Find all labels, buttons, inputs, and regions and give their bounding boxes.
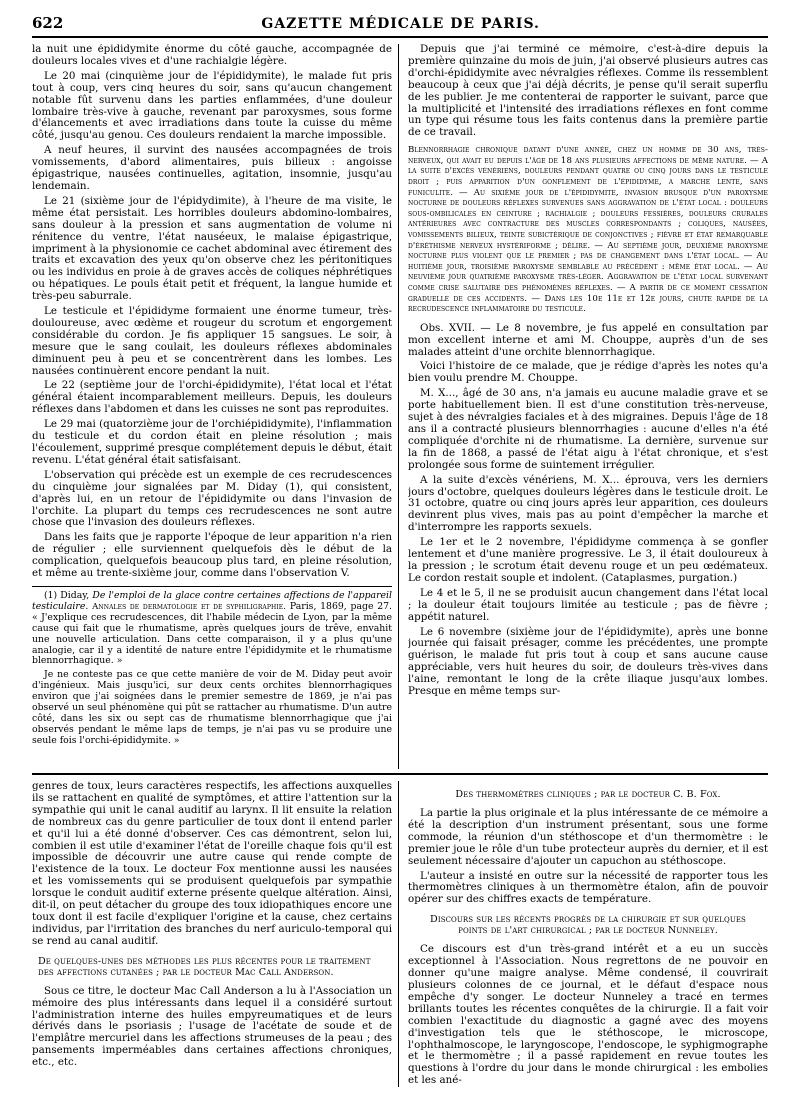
paragraph: M. X..., âgé de 30 ans, n'a jamais eu aucune maladie grave et se porte habituellement bien. Il est d'une constitution très-nerveuse, sujet à des névralgies faciales et à des migraines. Depuis l'âge de 18 ans il a contracté plusieurs blennorrhagies : aucune d'elles n'a été compliquée d'orchite ni de rhumatisme. La dernière, survenue sur la fin de 1868, a passé de l'état aigu à l'état chronique, et s'est prolongée sous forme de suintement irrégulier. bbox=[408, 387, 768, 471]
paragraph: Le 1er et le 2 novembre, l'épididyme commença à se gonfler lentement et d'une manière progressive. Le 3, il était douloureux à la pression ; le scrotum était devenu rouge et un peu œdémateux. Le cordon restait souple et indolent. (Cataplasmes, purgation.) bbox=[408, 536, 768, 584]
paragraph: Le 4 et le 5, il ne se produisit aucun changement dans l'état local ; la douleur était toujours limitée au testicule ; pas de fièvre ; appétit naturel. bbox=[408, 586, 768, 623]
page-number: 622 bbox=[32, 14, 64, 32]
paragraph: Le testicule et l'épididyme formaient une énorme tumeur, très-douloureuse, avec œdème et rougeur du scrotum et engorgement considérable du cordon. Je fis appliquer 15 sangsues. Le soir, à mesure que le sang coulait, les douleurs réflexes abdominales diminuent peu à peu et se concentrèrent dans les lombes. Les nausées continuèrent encore pendant la nuit. bbox=[32, 305, 392, 377]
section-divider bbox=[32, 773, 768, 775]
paragraph: genres de toux, leurs caractères respectifs, les affections auxquelles ils se rattachent en qualité de symptômes, et attire l'attention sur la sympathie qui unit le canal auditif au larynx. Il lit ensuite la relation de nombreux cas du genre particulier de toux dont il entend parler et qu'il lui a été donné d'observer. Ces cas démontrent, selon lui, combien il est utile d'examiner l'état de l'oreille chaque fois qu'il est impossible de découvrir une autre cause qui rende compte de l'existence de la toux. Le docteur Fox mentionne aussi les nausées et les vomissements qui se produisent quelquefois par sympathie lorsque le conduit auditif externe présente quelque altération. Ainsi, dit-il, on peut détacher du groupe des toux idiopathiques encore une toux dont il est facile d'expliquer l'origine et la cause, chez certains individus, par l'irritation des branches du nerf auriculo-temporal qui se rend au canal auditif. bbox=[32, 781, 392, 947]
paragraph: L'auteur a insisté en outre sur la nécessité de rapporter tous les thermomètres cliniques à un thermomètre étalon, afin de pouvoir opérer sur des chiffres exacts de température. bbox=[408, 869, 768, 906]
case-summary: Blennorrhagie chronique datant d'une année, chez un homme de 30 ans, très-nerveux, qui avait eu depuis l'âge de 18 ans plusieurs affections de même nature. — A la suite d'excès vénériens, douleurs pendant quatre ou cinq jours dans le testicule droit ; puis apparition d'un gonflement de l'épididyme, a marche lente, sans funiculite. — Au sixième jour de l'épididymite, invasion brusque d'un paroxysme nocturne de douleurs réflexes survenues sans aggravation de l'état local : douleurs sous-ombilicales en ceinture ; rachialgie ; douleurs fessières, douleurs crurales antérieures avec contracture des muscles correspondants ; coliques, nausées, vomissements bilieux, teinte subictérique de conjonctives ; fièvre et état remarquable d'éréthisme nerveux hystériforme ; délire. — Au septième jour, deuxième paroxysme nocturne plus violent que le premier ; pas de changement dans l'état local. — Au huitième jour, troisième paroxysme semblable au précédent : même état local. — Au neuvième jour quatrième paroxysme très-léger. Aggravation de l'état local survenant comme crise salutaire des phénomènes réflexes. — A partir de ce moment cessation graduelle de ces accidents. — Dans les 10e 11e et 12e jours, chute rapide de la recrudescence inflammatoire du testicule. bbox=[408, 145, 768, 315]
paragraph: Sous ce titre, le docteur Mac Call Anderson a lu à l'Association un mémoire des plus intéressants dans lequel il a considéré surtout l'administration interne des huiles empyreumatiques et de leurs dérivés dans le psoriasis ; l'usage de l'acétate de soude et de l'emplâtre mercuriel dans les affections strumeuses de la peau ; des pansements imperméables dans certaines affections chroniques, etc., etc. bbox=[32, 984, 392, 1069]
paragraph: La partie la plus originale et la plus intéressante de ce mémoire a été la description d'un instrument présentant, sous une forme commode, la réunion d'un stéthoscope et d'un thermomètre : le premier joue le rôle d'un tube protecteur auprès du dernier, et il est seulement nécessaire d'ajouter un capuchon au stéthoscope. bbox=[408, 807, 768, 867]
left-column-bottom bbox=[32, 781, 399, 1087]
page-header bbox=[32, 14, 768, 38]
intro-paragraph: Depuis que j'ai terminé ce mémoire, c'est-à-dire depuis la première quinzaine du mois de juin, j'ai observé plusieurs autres cas d'orchi-épididymite avec névralgies réflexes. Comme ils ressemblent beaucoup à ceux que j'ai déjà décrits, je pense qu'il serait superflu de les publier. Je me contenterai de rapporter le suivant, parce que la multiplicité et l'intensité des irradiations réflexes en font comme un type qui résume tous les faits contenus dans la première partie de ce travail. bbox=[408, 44, 768, 139]
top-columns bbox=[32, 44, 768, 769]
footnote bbox=[32, 586, 392, 747]
footnote-source: Annales de dermatologie et de syphiligraphie. bbox=[92, 601, 287, 612]
paragraph: Voici l'histoire de ce malade, que je rédige d'après les notes qu'a bien voulu prendre M. Chouppe. bbox=[408, 360, 768, 385]
paragraph: la nuit une épididymite énorme du côté gauche, accompagnée de douleurs locales vives et d'une rachialgie légère. bbox=[32, 44, 392, 67]
bottom-columns bbox=[32, 781, 768, 1087]
journal-title: GAZETTE MÉDICALE DE PARIS. bbox=[261, 16, 540, 32]
paragraph: Le 22 (septième jour de l'orchi-épididymite), l'état local et l'état général étaient incomparablement meilleurs. Depuis, les douleurs réflexes dans l'abdomen et dans les cuisses ne sont pas reproduites. bbox=[32, 379, 392, 416]
left-column-top bbox=[32, 44, 399, 769]
footnote-title: De l'emploi de la glace contre certaines affections de l'appareil testiculaire. bbox=[32, 589, 392, 612]
right-column-top bbox=[408, 44, 768, 769]
footnote-paragraph: Je ne conteste pas ce que cette manière de voir de M. Diday peut avoir d'ingénieux. Mais jusqu'ici, sur deux cents orchites blennorrhagiques environ que j'ai soignées dans le premier semestre de 1869, je n'ai pas observé un seul phénomène qui pût se rattacher au rhumatisme. D'un autre côté, dans les six ou sept cas de rhumatisme blennorrhagique que j'ai observés pendant le même laps de temps, je n'ai pas vu se produire une seule fois l'orchi-épididymite. » bbox=[32, 669, 392, 746]
paragraph: Le 29 mai (quatorzième jour de l'orchiépididymite), l'inflammation du testicule et du cordon était en pleine résolution ; mais l'écoulement, supprimé presque complétement depuis le début, était revenu. L'état général était satisfaisant. bbox=[32, 418, 392, 466]
footnote-paragraph: (1) Diday, De l'emploi de la glace contre certaines affections de l'appareil testiculaire. Annales de dermatologie et de syphiligraphie. Paris, 1869, page 27. « J'explique ces recrudescences, dit l'habile médecin de Lyon, par la même cause qui fait que le rhumatisme, après quelques jours de trêve, envahit une nouvelle articulation. Dans cette comparaison, il y a plus qu'une analogie, car il y a identité de nature entre l'épididymite et le rhumatisme blennorrhagique. » bbox=[32, 589, 392, 667]
paragraph: Obs. XVII. — Le 8 novembre, je fus appelé en consultation par mon excellent interne et ami M. Chouppe, auprès d'un de ses malades atteint d'une orchite blennorrhagique. bbox=[408, 321, 768, 358]
paragraph: Le 6 novembre (sixième jour de l'épididymite), après une bonne journée qui faisait présager, comme les précédentes, une prompte guérison, le malade fut pris tout à coup et sans aucune cause appréciable, vers huit heures du soir, de douleurs très-vives dans l'aine, remontant le long de la crête iliaque jusqu'aux lombes. Presque en même temps sur- bbox=[408, 625, 768, 698]
paragraph: Le 21 (sixième jour de l'épidydimite), à l'heure de ma visite, le même état persistait. Les horribles douleurs abdomino-lombaires, sans douleur à la pression et sans augmentation de volume ni rénitence du ventre, l'état nauséeux, le malaise épigastrique, impriment à la physionomie ce cachet abdominal avec étirement des traits et excavation des yeux qu'on observe chez les péritonitiques ou les individus en proie à de graves accès de coliques néphrétiques ou hépatiques. Le pouls était petit et fréquent, la langue humide et très-peu saburrale. bbox=[32, 194, 392, 303]
paragraph: Ce discours est d'un très-grand intérêt et a eu un succès exceptionnel à l'Association. Nous regrettons de ne pouvoir en donner qu'une maigre analyse. Même condensé, il couvrirait plusieurs colonnes de ce journal, et le défaut d'espace nous empêche d'y songer. Le docteur Nunneley a tracé en termes brillants toutes les récentes conquêtes de la chirurgie. Il a fait voir combien l'exactitude du diagnostic a gagné avec des moyens d'investigation tels que le stéthoscope, le microscope, l'ophthalmoscope, le laryngoscope, l'endoscope, le syphigmographe et le thermomètre ; il a passé rapidement en revue toutes les questions à l'ordre du jour dans le monde chirurgical : les embolies et les ané- bbox=[408, 943, 768, 1087]
paragraph: A la suite d'excès vénériens, M. X... éprouva, vers les derniers jours d'octobre, quelques douleurs légères dans le testicule droit. Le 31 octobre, quatre ou cinq jours après leur apparition, ces douleurs devinrent plus vives, mais pas au point d'empêcher la marche et d'interrompre les rapports sexuels. bbox=[408, 473, 768, 534]
paragraph: Dans les faits que je rapporte l'époque de leur apparition n'a rien de régulier ; elle surviennent quelquefois dès le début de la complication, quelquefois beaucoup plus tard, en pleine résolution, et même au trente-sixième jour, comme dans l'observation V. bbox=[32, 531, 392, 580]
newspaper-page bbox=[32, 14, 768, 1090]
paragraph: Le 20 mai (cinquième jour de l'épididymite), le malade fut pris tout à coup, vers cinq heures du soir, sans qu'aucun changement notable fût survenu dans les parties enflammées, d'une douleur lombaire très-vive à gauche, revenant par paroxysmes, sous forme d'élancements et avec irradiations dans toute la cuisse du même côté, jusqu'au genou. Ces douleurs rendaient la marche impossible. bbox=[32, 69, 392, 142]
article-title: De quelques-unes des méthodes les plus récentes pour le traitement des affections cutanées ; par le docteur Mac Call Anderson. bbox=[38, 955, 371, 978]
paragraph: L'observation qui précède est un exemple de ces recrudescences du cinquième jour signalées par M. Diday (1), qui consistent, d'après lui, en un retour de l'épididymite ou dans l'invasion de l'orchite. La plupart du temps ces recrudescences ne sont autre chose que l'invasion des douleurs réflexes. bbox=[32, 468, 392, 529]
right-column-bottom bbox=[408, 781, 768, 1087]
article-title: Discours sur les récents progrès de la chirurgie et sur quelques points de l'art chirurgical ; par le docteur Nunneley. bbox=[430, 914, 746, 937]
article-title: Des thermomètres cliniques ; par le docteur C. B. Fox. bbox=[455, 789, 721, 800]
paragraph: A neuf heures, il survint des nausées accompagnées de trois vomissements, d'abord alimentaires, puis bilieux : angoisse épigastrique, nausées continuelles, agitation, insomnie, jusqu'au lendemain. bbox=[32, 144, 392, 192]
